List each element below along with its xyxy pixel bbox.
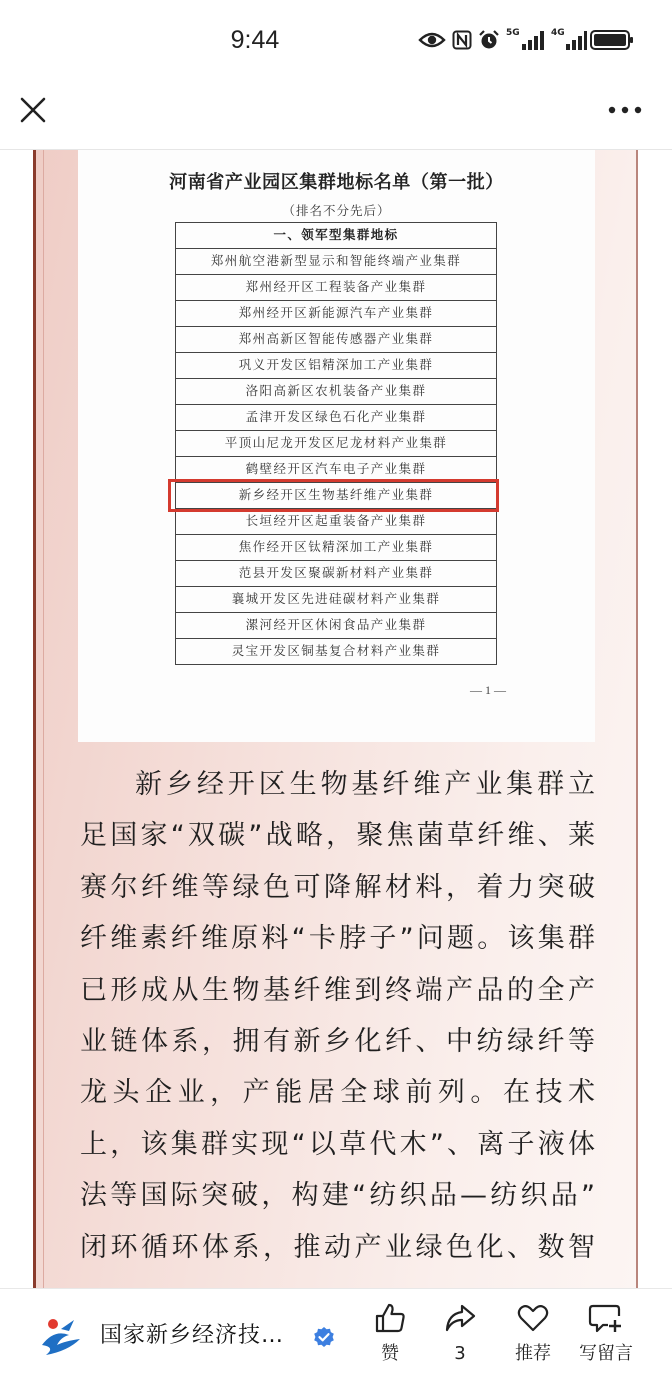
like-label: 赞 [381,1343,399,1364]
article-line: 新乡经开区生物基纤维产业集群立 [135,769,595,800]
recommend-button[interactable] [493,1301,573,1367]
article-line: 法等国际突破，构建“纺织品—纺织品” [80,1180,595,1212]
network-label-5g: 5G [506,28,520,38]
table-row: 鹤壁经开区汽车电子产业集群 [176,457,496,483]
table-row: 郑州经开区工程装备产业集群 [176,275,496,301]
frame-left-inner-border [43,150,44,1288]
document-image[interactable] [78,150,595,742]
table-row: 灵宝开发区铜基复合材料产业集群 [176,639,496,665]
verified-badge-icon [313,1326,335,1352]
article-paragraph [80,759,595,1273]
table-row: 洛阳高新区农机装备产业集群 [176,379,496,405]
table-row-highlighted: 新乡经开区生物基纤维产业集群 [176,483,496,509]
document-table [175,222,497,665]
table-row: 平顶山尼龙开发区尼龙材料产业集群 [176,431,496,457]
recommend-label: 推荐 [515,1343,551,1364]
table-row: 范县开发区聚碳新材料产业集群 [176,561,496,587]
frame-left-border [33,150,36,1288]
article-line: 闭环循环体系，推动产业绿色化、数智 [80,1231,595,1263]
highlight-box [168,479,499,512]
logo-icon [38,1314,84,1360]
comment-button[interactable] [566,1301,646,1367]
article-line: 龙头企业，产能居全球前列。在技术 [80,1077,595,1109]
table-row: 郑州航空港新型显示和智能终端产业集群 [176,249,496,275]
heart-icon [516,1301,550,1335]
account-name[interactable]: 国家新乡经济技… [100,1323,285,1348]
table-row: 孟津开发区绿色石化产业集群 [176,405,496,431]
close-icon [19,96,47,124]
table-row: 焦作经开区钛精深加工产业集群 [176,535,496,561]
table-row: 漯河经开区休闲食品产业集群 [176,613,496,639]
comment-icon [588,1301,624,1335]
close-button[interactable] [19,96,47,124]
table-row: 巩义开发区铝精深加工产业集群 [176,353,496,379]
share-icon [443,1301,477,1335]
battery-icon [590,29,634,55]
network-label-4g: 4G [551,28,565,38]
alarm-icon [478,29,500,55]
document-subtitle: （排名不分先后） [282,204,391,218]
article-line: 业链体系，拥有新乡化纤、中纺绿纤等 [80,1025,595,1057]
account-logo[interactable] [38,1314,84,1364]
article-line: 已形成从生物基纤维到终端产品的全产 [80,974,595,1006]
table-row: 郑州经开区新能源汽车产业集群 [176,301,496,327]
article-line: 纤维素纤维原料“卡脖子”问题。该集群 [80,923,595,955]
eye-icon [418,30,446,54]
document-title: 河南省产业园区集群地标名单（第一批） [169,172,504,192]
thumbs-up-icon [373,1301,407,1335]
more-button[interactable] [606,100,644,120]
more-icon [606,100,644,120]
table-row: 长垣经开区起重装备产业集群 [176,509,496,535]
like-button[interactable] [350,1301,430,1367]
signal-5g-icon [506,28,546,52]
table-header: 一、领军型集群地标 [176,223,496,249]
share-button[interactable] [420,1301,500,1367]
bottom-bar [0,1288,672,1386]
article-line: 赛尔纤维等绿色可降解材料，着力突破 [80,871,595,903]
status-time: 9:44 [230,26,280,54]
table-row: 襄城开发区先进硅碳材料产业集群 [176,587,496,613]
article-line: 足国家“双碳”战略，聚焦菌草纤维、莱 [80,820,595,852]
share-count: 3 [454,1343,466,1364]
signal-4g-icon [551,28,589,52]
comment-label: 写留言 [579,1343,633,1364]
frame-right-border [636,150,638,1288]
article-line: 上，该集群实现“以草代木”、离子液体 [80,1128,595,1160]
document-page-number: — 1 — [470,683,506,697]
table-row: 郑州高新区智能传感器产业集群 [176,327,496,353]
nfc-icon [452,30,472,54]
